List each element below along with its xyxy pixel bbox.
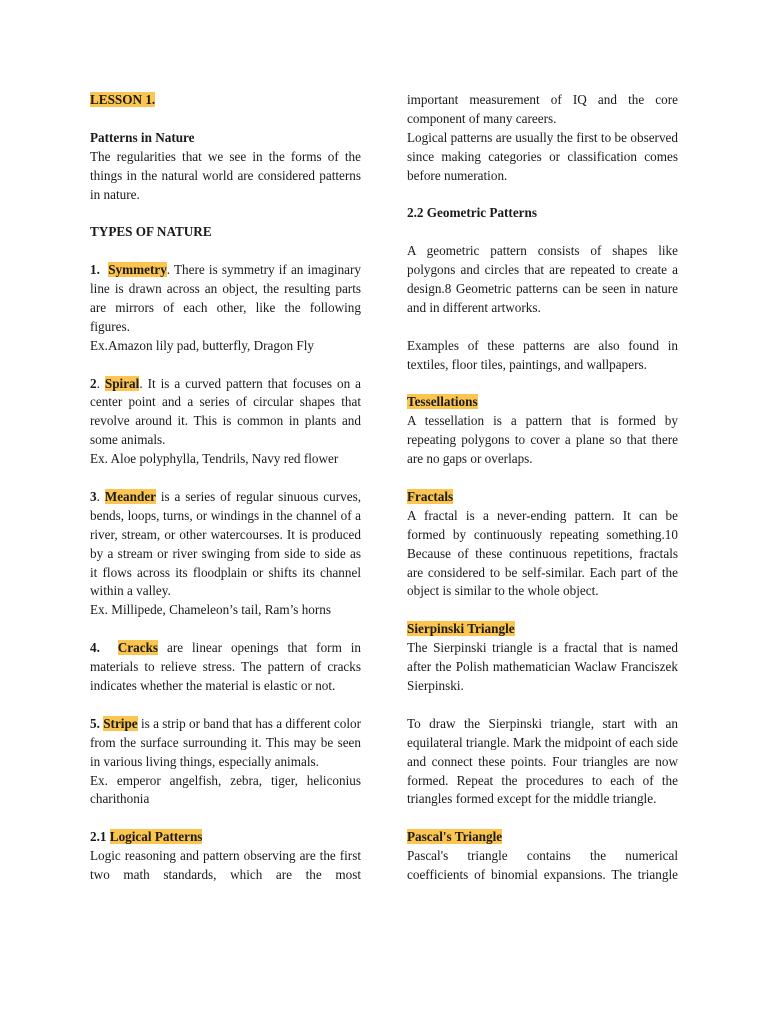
logical-heading: 2.1 Logical Patterns: [90, 829, 203, 845]
types-heading: TYPES OF NATURE: [90, 224, 212, 240]
symmetry-example: Ex.Amazon lily pad, butterfly, Dragon Fly: [90, 337, 315, 353]
stripe-paragraph: 5. Stripe is a strip or band that has a different color from the surface surrounding it. This may be seen in various living things, especially animals.: [90, 715, 361, 769]
meander-example: Ex. Millipede, Chameleon’s tail, Ram’s horns: [90, 602, 332, 618]
geometric-heading: 2.2 Geometric Patterns: [407, 205, 537, 221]
sierpinski-draw-paragraph: To draw the Sierpinski triangle, start with an equilateral triangle. Mark the midpoint of each side and connect these points. Four triangles are now formed. Repeat the procedures to each of the triangles formed except for the middle triangle.: [407, 715, 678, 807]
logical-term: Logical Patterns: [109, 829, 203, 845]
symmetry-term: Symmetry: [108, 262, 167, 278]
sierpinski-heading: Sierpinski Triangle: [407, 621, 515, 637]
logical-continued: important measurement of IQ and the core component of many careers.: [407, 92, 678, 126]
lesson-title: LESSON 1.: [90, 92, 156, 107]
meander-term: Meander: [104, 488, 157, 504]
geometric-paragraph: A geometric pattern consists of shapes like polygons and circles that are repeated to create a design.8 Geometric patterns can be seen in nature and in different artworks.: [407, 243, 678, 315]
tessellations-paragraph: A tessellation is a pattern that is formed by repeating polygons to cover a plane so that there are no gaps or overlaps.: [407, 413, 678, 467]
patterns-paragraph: The regularities that we see in the forms of the things in the natural world are considered patterns in nature.: [90, 148, 361, 202]
cracks-paragraph: 4. Cracks are linear openings that form in materials to relieve stress. The pattern of cracks indicates whether the material is elastic or not.: [90, 640, 362, 693]
pascal-heading: Pascal's Triangle: [407, 829, 503, 845]
right-column: [407, 91, 678, 885]
stripe-example: Ex. emperor angelfish, zebra, tiger, heliconius charithonia: [90, 772, 361, 807]
spiral-example: Ex. Aloe polyphylla, Tendrils, Navy red flower: [90, 451, 339, 467]
spiral-paragraph: 2. Spiral. It is a curved pattern that focuses on a center point and a series of circular shapes that revolve around it. This is common in plants and some animals.: [90, 375, 362, 448]
left-column: [90, 91, 361, 885]
pascal-paragraph: Pascal's triangle contains the numerical coefficients of binomial expansions. The triangle: [407, 848, 678, 883]
examples-paragraph: Examples of these patterns are also found in textiles, floor tiles, paintings, and wallpapers.: [407, 337, 678, 372]
stripe-term: Stripe: [103, 715, 138, 731]
sierpinski-paragraph: The Sierpinski triangle is a fractal that is named after the Polish mathematician Waclaw Franciszek Sierpinski.: [407, 640, 678, 693]
patterns-heading: Patterns in Nature: [90, 129, 195, 145]
fractals-paragraph: A fractal is a never-ending pattern. It can be formed by continuously repeating something.10 Because of these continuous repetitions, fractals are considered to be self-similar. Each part of the object is similar to the whole object.: [407, 507, 678, 599]
meander-paragraph: 3. Meander is a series of regular sinuous curves, bends, loops, turns, or windings in the channel of a river, stream, or other watercourses. It is produced by a stream or river swinging from side to side as it flows across its floodplain or shifts its channel within a valley.: [90, 488, 361, 599]
logical-paragraph: Logic reasoning and pattern observing are the first two math standards, which are the most: [90, 848, 361, 883]
tessellations-heading: Tessellations: [407, 394, 478, 410]
spiral-term: Spiral: [104, 375, 140, 391]
logical-continued-2: Logical patterns are usually the first to be observed since making categories or classification comes before numeration.: [407, 129, 678, 183]
fractals-heading: Fractals: [407, 488, 454, 504]
symmetry-paragraph: 1. Symmetry. There is symmetry if an imaginary line is drawn across an object, the resulting parts are mirrors of each other, like the following figures.: [90, 262, 362, 334]
cracks-term: Cracks: [117, 640, 159, 656]
